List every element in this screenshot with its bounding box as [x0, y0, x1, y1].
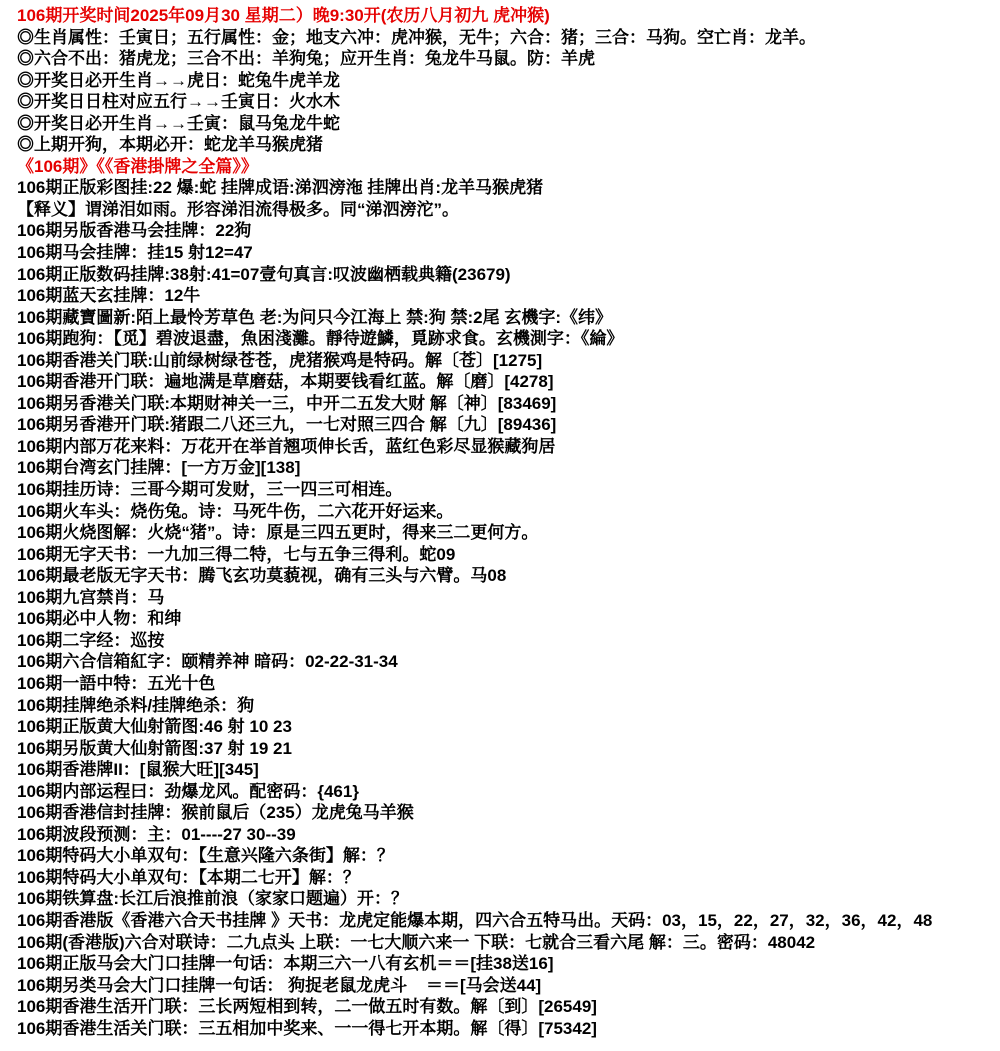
text-line: 106期九宫禁肖：马 [17, 587, 165, 607]
text-line: 106期必中人物：和绅 [17, 609, 182, 629]
text-line: 106期挂牌绝杀料/挂牌绝杀：狗 [17, 695, 255, 715]
text-line: ◎生肖属性：壬寅日；五行属性：金；地支六冲：虎冲猴，无牛；六合：猪；三合：马狗。空亡肖：龙羊。 [17, 27, 816, 47]
text-line: 106期六合信箱紅字：颐精养神 暗码：02-22-31-34 [17, 652, 398, 672]
text-line: 106期(香港版)六合对联诗：二九点头 上联：一七大顺六来一 下联：七就合三看六尾 解：三。密码：48042 [17, 932, 816, 952]
text-line: ◎开奖日必开生肖→→虎日：蛇兔牛虎羊龙 [17, 70, 340, 90]
text-line: ◎六合不出：猪虎龙；三合不出：羊狗兔；应开生肖：兔龙牛马鼠。防：羊虎 [17, 49, 595, 69]
text-line: 106期内部万花来料：万花开在举首翘项伸长舌，蓝红色彩尽显猴藏狗居 [17, 436, 556, 456]
text-line: 106期蓝天玄挂牌：12牛 [17, 286, 201, 306]
text-line: 106期火车头：烧伤兔。诗：马死牛伤，二六花开好运来。 [17, 501, 454, 521]
text-line: 106期香港生活开门联：三长两短相到转，二一做五时有数。解〔到〕[26549] [17, 997, 597, 1017]
text-line: 106期最老版无字天书：腾飞玄功莫藐视，确有三头与六臂。马08 [17, 566, 507, 586]
text-line: ◎开奖日日柱对应五行→→壬寅日：火水木 [17, 92, 340, 112]
text-line: 106期二字经：巡按 [17, 630, 165, 650]
text-line: 106期另类马会大门口挂牌一句话： 狗捉老鼠龙虎斗 ＝＝[马会送44] [17, 975, 542, 995]
text-line: 106期开奖时间2025年09月30 星期二）晚9:30开(农历八月初九 虎冲猴) [17, 6, 550, 25]
text-line: 106期特码大小单双句：【生意兴隆六条街】解：？ [17, 846, 394, 866]
text-line: 106期特码大小单双句：【本期二七开】解：？ [17, 867, 360, 887]
text-line: 106期无字天书：一九加三得二特，七与五争三得利。蛇09 [17, 544, 456, 564]
text-line: ◎开奖日必开生肖→→壬寅：鼠马兔龙牛蛇 [17, 113, 340, 133]
text-line: 106期另版香港马会挂牌：22狗 [17, 221, 252, 241]
text-line: 【释义】谓涕泪如雨。形容涕泪流得极多。同“涕泗滂沱”。 [17, 199, 459, 219]
text-line: 106期香港关门联:山前绿树绿苍苍，虎猪猴鸡是特码。解〔苍〕[1275] [17, 350, 543, 370]
text-line: 106期正版数码挂牌:38射:41=07壹句真言:叹波幽栖载典籍(23679) [17, 264, 511, 284]
text-line: 106期铁算盘:长江后浪推前浪（家家口题遍）开：？ [17, 889, 409, 909]
text-line: 106期内部运程曰：劲爆龙风。配密码：{461} [17, 781, 359, 801]
text-line: 106期另香港开门联:猪跟二八还三九，一七对照三四合 解〔九〕[89436] [17, 415, 557, 435]
text-line: 106期马会挂牌：挂15 射12=47 [17, 243, 253, 263]
text-line: 106期台湾玄门挂牌：[一方万金][138] [17, 458, 301, 478]
text-line: 106期另香港关门联:本期财神关一三，中开二五发大财 解〔神〕[83469] [17, 393, 557, 413]
text-line: 106期火烧图解：火烧“猪”。诗：原是三四五更时，得来三二更何方。 [17, 523, 539, 543]
text-line: 106期正版黄大仙射箭图:46 射 10 23 [17, 717, 292, 737]
text-line: 106期挂历诗：三哥今期可发财，三一四三可相连。 [17, 480, 403, 500]
text-line: 106期香港版《香港六合天书挂牌 》天书：龙虎定能爆本期，四六合五特马出。天码：03，15，22，27，32，36，42，48 [17, 910, 933, 930]
text-line: 106期香港开门联：遍地满是草磨菇，本期要钱看红蓝。解〔磨〕[4278] [17, 372, 554, 392]
text-line: 106期香港生活关门联：三五相加中奖来、一一得七开本期。解〔得〕[75342] [17, 1018, 597, 1038]
text-line: 106期香港牌II：[鼠猴大旺][345] [17, 760, 259, 780]
text-line: 《106期》《《香港掛牌之全篇》》 [17, 156, 258, 176]
text-line: 106期香港信封挂牌：猴前鼠后（235）龙虎兔马羊猴 [17, 803, 414, 823]
text-line: 106期另版黄大仙射箭图:37 射 19 21 [17, 738, 292, 758]
text-line: 106期跑狗：【觅】碧波退盡，魚困淺灘。靜待遊鱗，覓跡求食。玄機測字：《綸》 [17, 329, 624, 349]
text-line: 106期正版彩图挂:22 爆:蛇 挂牌成语:涕泗滂沲 挂牌出肖:龙羊马猴虎猪 [17, 178, 544, 198]
text-line: 106期一語中特：五光十色 [17, 673, 216, 693]
text-line: 106期正版马会大门口挂牌一句话：本期三六一八有玄机＝＝[挂38送16] [17, 954, 554, 974]
text-line: ◎上期开狗，本期必开：蛇龙羊马猴虎猪 [17, 135, 323, 155]
text-line: 106期波段预测：主：01----27 30--39 [17, 824, 296, 844]
text-line: 106期藏寶圖新:陌上最怜芳草色 老:为问只今江海上 禁:狗 禁:2尾 玄機字:《纬》 [17, 307, 613, 327]
